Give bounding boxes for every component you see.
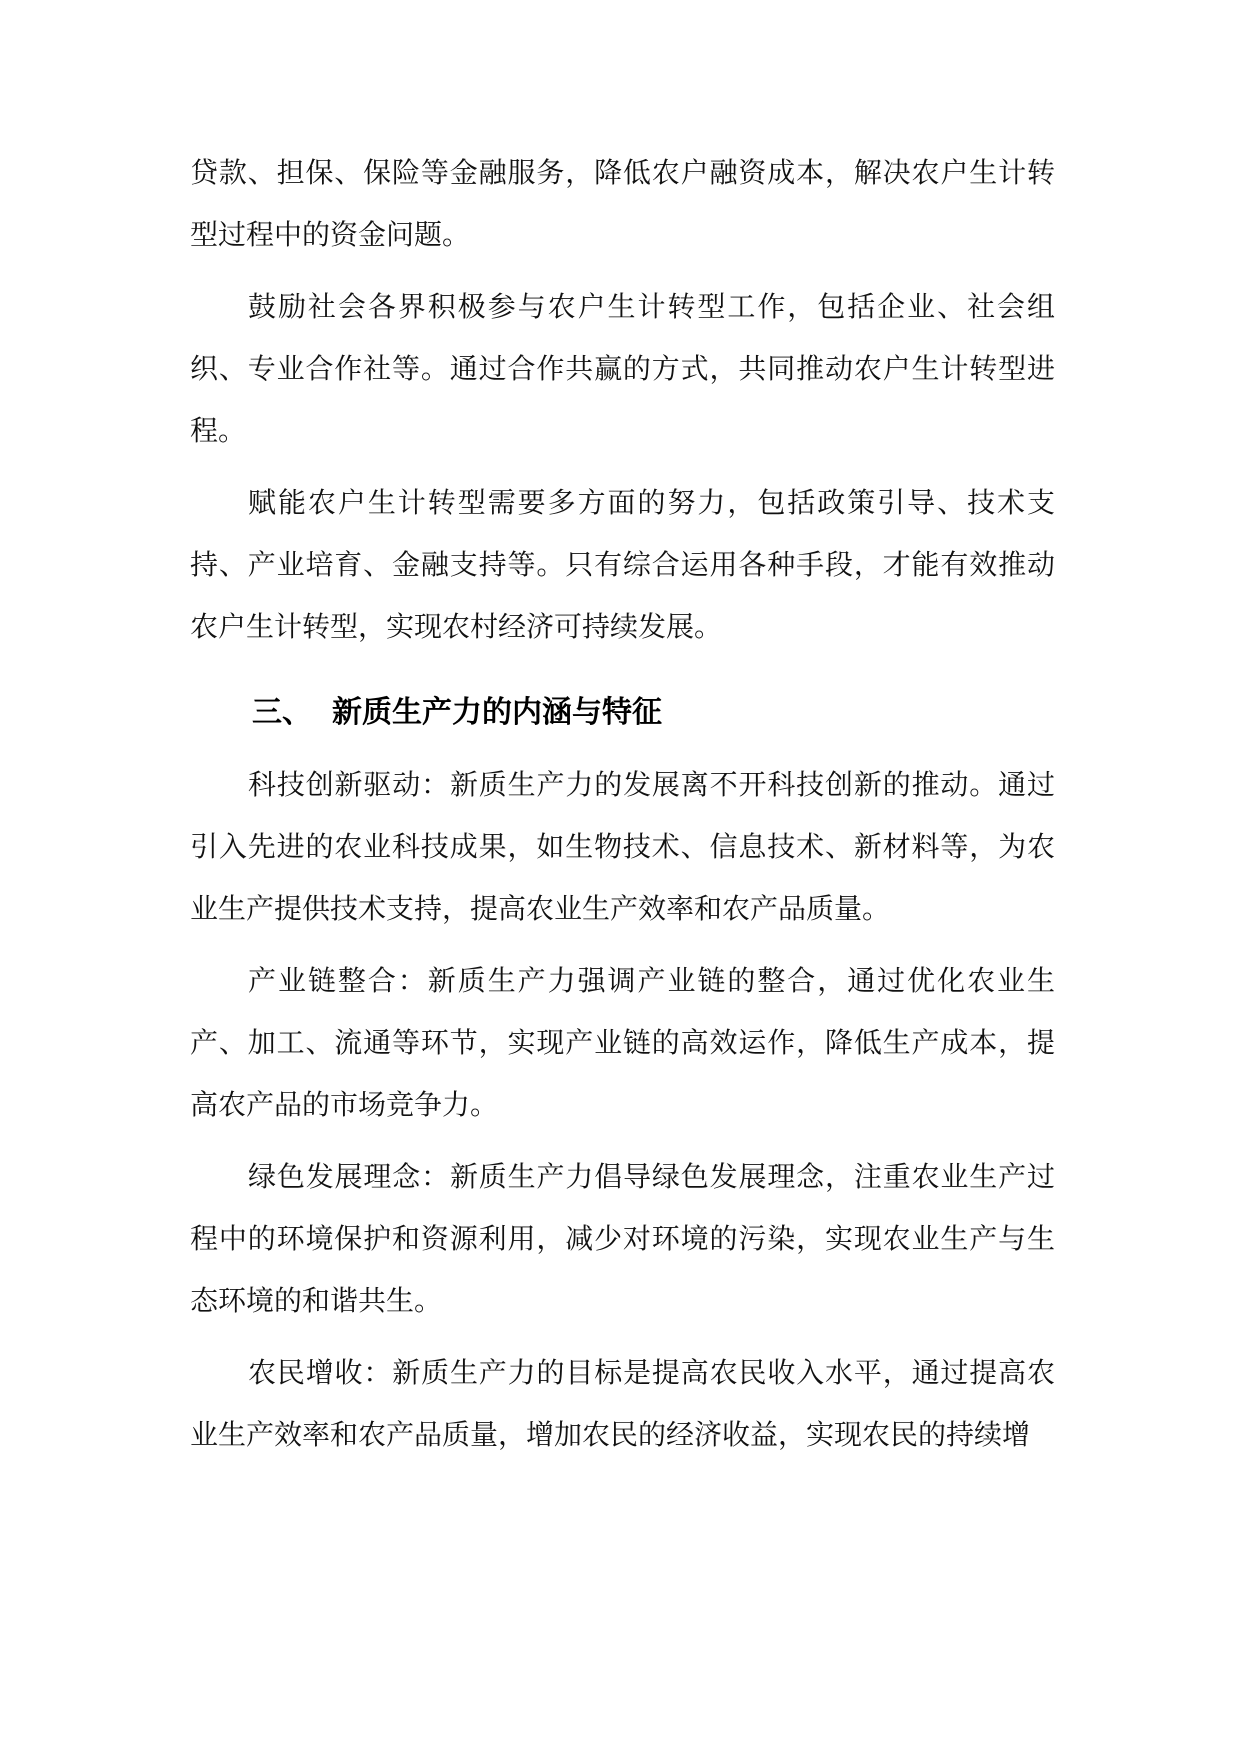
paragraph-green-development: 绿色发展理念：新质生产力倡导绿色发展理念，注重农业生产过程中的环境保护和资源利用，减少对环境的污染，实现农业生产与生态环境的和谐共生。 <box>190 1160 1055 1317</box>
paragraph-finance-services: 贷款、担保、保险等金融服务，降低农户融资成本，解决农户生计转型过程中的资金问题。 <box>190 156 1055 251</box>
section-title: 新质生产力的内涵与特征 <box>332 695 662 730</box>
section-heading <box>252 682 1055 744</box>
paragraph-tech-innovation: 科技创新驱动：新质生产力的发展离不开科技创新的推动。通过引入先进的农业科技成果，如生物技术、信息技术、新材料等，为农业生产提供技术支持，提高农业生产效率和农产品质量。 <box>190 768 1055 925</box>
section-number: 三、 <box>252 695 312 730</box>
paragraph-social-participation: 鼓励社会各界积极参与农户生计转型工作，包括企业、社会组织、专业合作社等。通过合作共赢的方式，共同推动农户生计转型进程。 <box>190 290 1055 447</box>
document-body <box>190 142 1055 1476</box>
paragraph-farmer-income: 农民增收：新质生产力的目标是提高农民收入水平，通过提高农业生产效率和农产品质量，增加农民的经济收益，实现农民的持续增 <box>190 1356 1055 1451</box>
paragraph-industry-chain: 产业链整合：新质生产力强调产业链的整合，通过优化农业生产、加工、流通等环节，实现产业链的高效运作，降低生产成本，提高农产品的市场竞争力。 <box>190 964 1055 1121</box>
paragraph-empowerment-summary: 赋能农户生计转型需要多方面的努力，包括政策引导、技术支持、产业培育、金融支持等。只有综合运用各种手段，才能有效推动农户生计转型，实现农村经济可持续发展。 <box>190 486 1055 643</box>
